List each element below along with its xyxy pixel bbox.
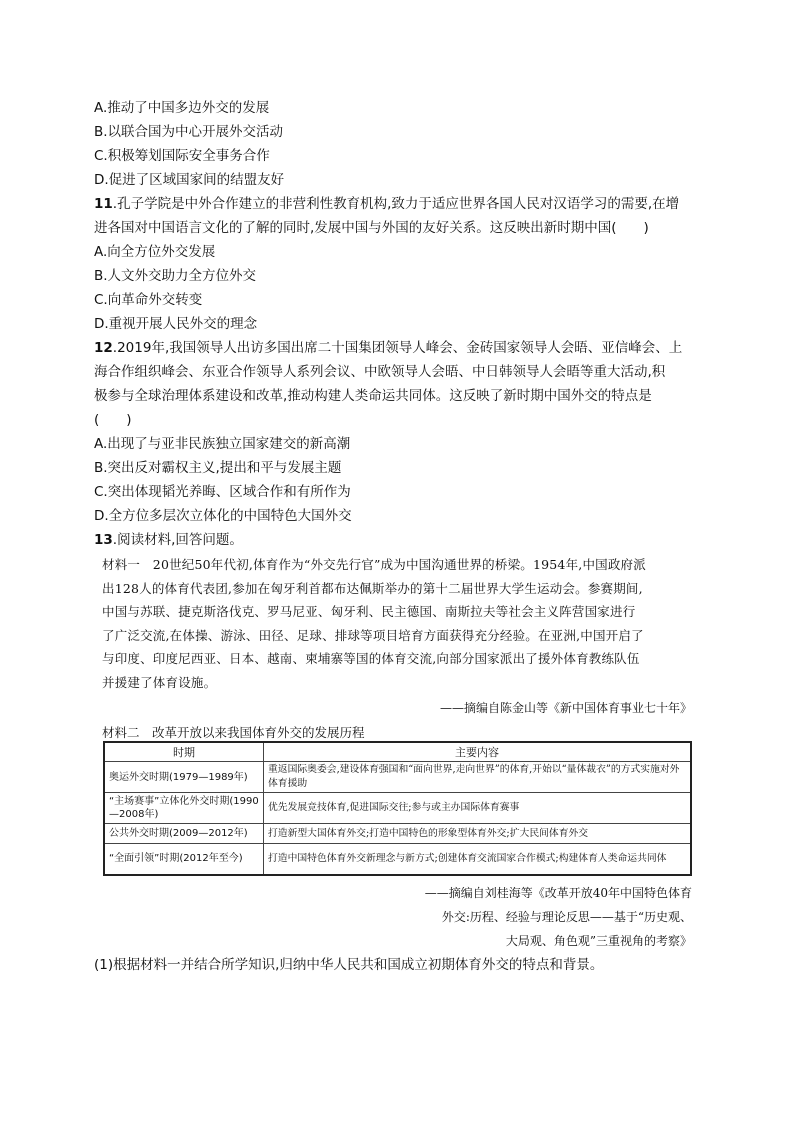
material-two-title: 材料二 改革开放以来我国体育外交的发展历程 <box>102 725 365 740</box>
material-one-line: 与印度、印度尼西亚、日本、越南、柬埔寨等国的体育交流,向部分国家派出了援外体育教练队伍 <box>102 651 640 666</box>
table-header-row <box>104 742 691 762</box>
q11-option-b[interactable]: B.人文外交助力全方位外交 <box>94 268 257 284</box>
q10-option-c[interactable]: C.积极筹划国际安全事务合作 <box>94 148 270 164</box>
q10-option-d[interactable]: D.促进了区域国家间的结盟友好 <box>94 172 285 188</box>
table-header-content: 主要内容 <box>264 742 692 762</box>
q10-option-b[interactable]: B.以联合国为中心开展外交活动 <box>94 124 284 140</box>
q12-stem-text: .2019年,我国领导人出访多国出席二十国集团领导人峰会、金砖国家领导人会晤、亚信峰会、上 <box>112 340 683 356</box>
q12-stem-line1 <box>94 338 682 358</box>
q12-stem-line3: 极参与全球治理体系建设和改革,推动构建人类命运共同体。这反映了新时期中国外交的特点是 <box>94 388 652 404</box>
material-one-line: 中国与苏联、捷克斯洛伐克、罗马尼亚、匈牙利、民主德国、南斯拉夫等社会主义阵营国家进行 <box>102 604 636 619</box>
table-cell-content: 打造新型大国体育外交;打造中国特色的形象型体育外交;扩大民间体育外交 <box>264 824 692 844</box>
material-one-line: 了广泛交流,在体操、游泳、田径、足球、排球等项目培育方面获得充分经验。在亚洲,中国开启了 <box>102 627 644 643</box>
q13-stem-text: .阅读材料,回答问题。 <box>112 532 243 548</box>
table-row <box>104 762 691 793</box>
q12-option-c[interactable]: C.突出体现韬光养晦、区域合作和有所作为 <box>94 484 351 500</box>
material-one <box>102 553 694 694</box>
q12-stem-line4: ( ) <box>94 412 132 428</box>
q11-stem-text: .孔子学院是中外合作建立的非营利性教育机构,致力于适应世界各国人民对汉语学习的需要,在增 <box>112 196 680 212</box>
material-one-line: 并援建了体育设施。 <box>102 674 217 690</box>
q11-stem-line2: 进各国对中国语言文化的了解的同时,发展中国与外国的友好关系。这反映出新时期中国( ) <box>94 220 649 236</box>
table-cell-content: 优先发展竞技体育,促进国际交往;参与或主办国际体育赛事 <box>264 793 692 824</box>
table-header-period: 时期 <box>104 742 264 762</box>
table-row <box>104 844 691 875</box>
history-table <box>103 741 692 876</box>
material-one-line: 材料一 20世纪50年代初,体育作为“外交先行官”成为中国沟通世界的桥梁。1954年,中国政府派 <box>102 557 646 572</box>
table-cell-content: 重返国际奥委会,建设体育强国和“面向世界,走向世界”的体育,开始以“量体裁衣”的方式实施对外体育援助 <box>264 762 692 793</box>
table-cell-period: 公共外交时期(2009—2012年) <box>104 824 264 844</box>
q12-stem-line2: 海合作组织峰会、东亚合作领导人系列会议、中欧领导人会晤、中日韩领导人会晤等重大活动,积 <box>94 364 666 380</box>
q12-option-a[interactable]: A.出现了与亚非民族独立国家建交的新高潮 <box>94 436 351 452</box>
material-two-source-line1: ——摘编自刘桂海等《改革开放40年中国特色体育 <box>424 886 692 900</box>
material-one-line: 出128人的体育代表团,参加在匈牙利首都布达佩斯举办的第十二届世界大学生运动会。参赛期间, <box>102 580 643 596</box>
table-row <box>104 793 691 824</box>
material-one-source: ——摘编自陈金山等《新中国体育事业七十年》 <box>439 701 692 715</box>
table-row <box>104 824 691 844</box>
table-cell-period: 奥运外交时期(1979—1989年) <box>104 762 264 793</box>
q12-option-b[interactable]: B.突出反对霸权主义,提出和平与发展主题 <box>94 460 342 476</box>
q11-number: 11 <box>94 196 113 212</box>
table-cell-content: 打造中国特色体育外交新理念与新方式;创建体育交流国家合作模式;构建体育人类命运共同体 <box>264 844 692 875</box>
q12-number: 12 <box>94 340 113 356</box>
q11-stem-line1 <box>94 194 679 214</box>
q11-option-d[interactable]: D.重视开展人民外交的理念 <box>94 316 258 332</box>
q10-option-a[interactable]: A.推动了中国多边外交的发展 <box>94 100 270 116</box>
q11-option-a[interactable]: A.向全方位外交发展 <box>94 244 216 260</box>
q13-subquestion-1: (1)根据材料一并结合所学知识,归纳中华人民共和国成立初期体育外交的特点和背景。 <box>94 957 604 973</box>
q13-number: 13 <box>94 532 113 548</box>
material-two-source-line2: 外交:历程、经验与理论反思——基于“历史观、 <box>441 910 692 924</box>
q12-option-d[interactable]: D.全方位多层次立体化的中国特色大国外交 <box>94 508 352 524</box>
material-two-source-line3: 大局观、角色观”三重视角的考察》 <box>505 934 692 948</box>
table-cell-period: “主场赛事”立体化外交时期(1990—2008年) <box>104 793 264 824</box>
q13-stem <box>94 530 243 550</box>
table-cell-period: “全面引领”时期(2012年至今) <box>104 844 264 875</box>
q11-option-c[interactable]: C.向革命外交转变 <box>94 292 203 308</box>
